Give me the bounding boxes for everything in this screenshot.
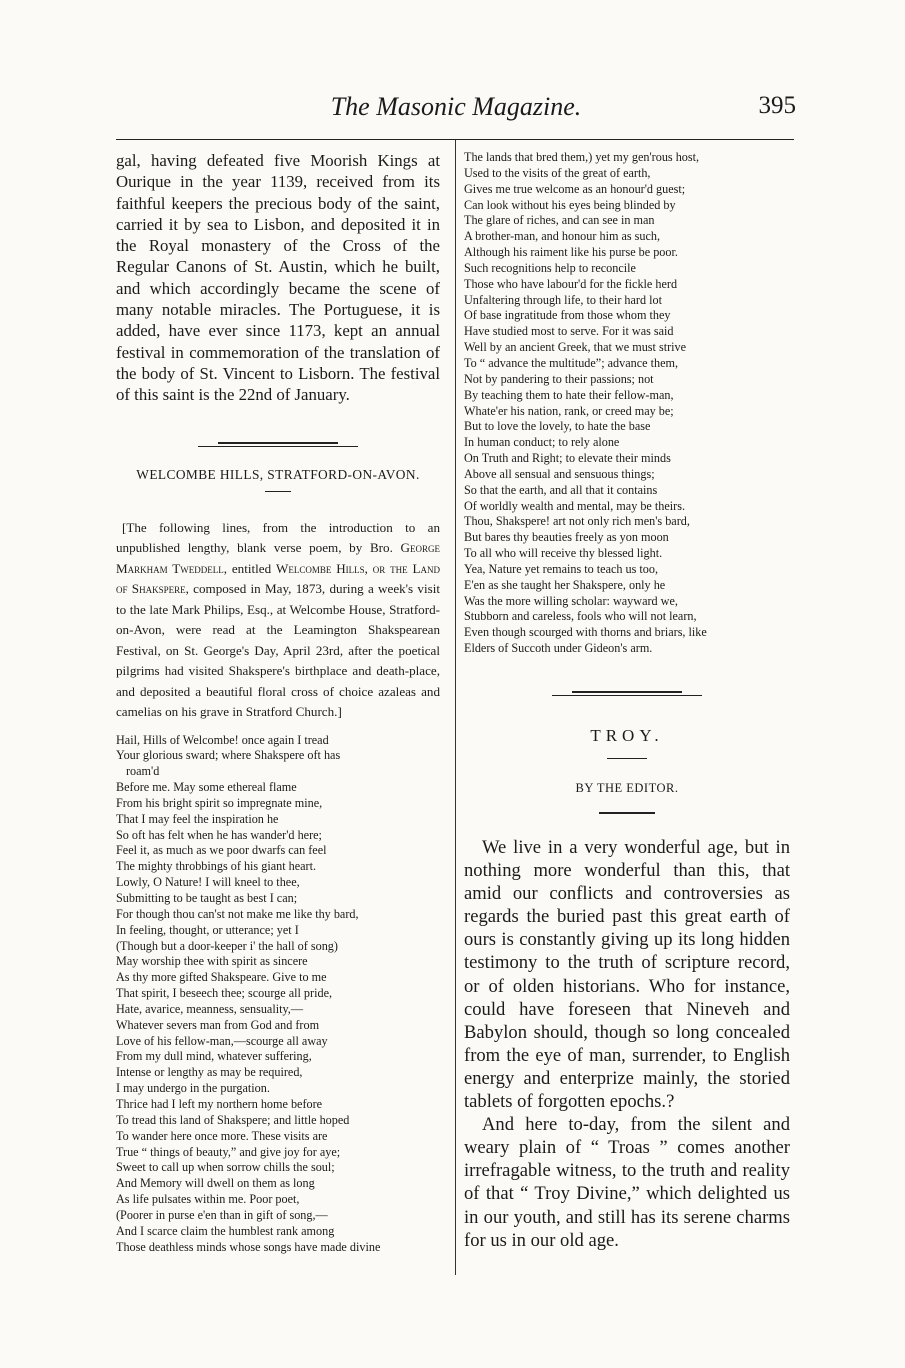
poem-line: Elders of Succoth under Gideon's arm. — [464, 641, 653, 656]
poem-line: roam'd — [126, 764, 160, 779]
poem-line: That spirit, I beseech thee; scourge all pride, — [116, 986, 333, 1001]
poem-right — [464, 150, 790, 657]
poem-line: So that the earth, and all that it contains — [464, 482, 658, 497]
intro-author: George Markham Tweddell — [116, 540, 440, 576]
poem-line: Lowly, O Nature! I will kneel to thee, — [116, 875, 300, 890]
page-number: 395 — [758, 92, 796, 119]
poem-line: In human conduct; to rely alone — [464, 435, 620, 450]
poem-left — [116, 733, 440, 1256]
poem-line: Feel it, as much as we poor dwarfs can feel — [116, 843, 327, 858]
poem-line: On Truth and Right; to elevate their minds — [464, 451, 671, 466]
poem-line: Gives me true welcome as an honour'd guest; — [464, 181, 686, 196]
intro-text-2: , entitled — [223, 560, 276, 576]
poem-line: Unfaltering through life, to their hard lot — [464, 292, 662, 307]
column-divider — [455, 140, 456, 1275]
poem-line: (Though but a door-keeper i' the hall of song) — [116, 938, 338, 953]
poem-line: Of worldly wealth and mental, may be theirs. — [464, 498, 686, 513]
poem-line: Of base ingratitude from those whom they — [464, 308, 671, 323]
poem-line: Well by an ancient Greek, that we must strive — [464, 340, 687, 355]
poem-line: But bares thy beauties freely as yon moon — [464, 530, 669, 545]
poem-line: The glare of riches, and can see in man — [464, 213, 655, 228]
poem-line: (Poorer in purse e'en than in gift of song,— — [116, 1207, 328, 1222]
poem-line: E'en as she taught her Shakspere, only he — [464, 577, 666, 592]
poem-line: Hate, avarice, meanness, sensuality,— — [116, 1001, 304, 1016]
poem-line: I may undergo in the purgation. — [116, 1081, 270, 1096]
poem-line: As life pulsates within me. Poor poet, — [116, 1192, 300, 1207]
poem-line: The mighty throbbings of his giant heart. — [116, 859, 317, 874]
poem-line: May worship thee with spirit as sincere — [116, 954, 308, 969]
poem-line: Submitting to be taught as best I can; — [116, 891, 298, 905]
poem-line: But to love the lovely, to hate the base — [464, 419, 651, 434]
poem-line: So oft has felt when he has wander'd here; — [116, 827, 322, 842]
article-body — [464, 836, 790, 1252]
poem-line: Those deathless minds whose songs have made divine — [116, 1239, 381, 1254]
poem-line: Your glorious sward; where Shakspere oft has — [116, 748, 341, 763]
poem-line: Was the more willing scholar: wayward we, — [464, 593, 678, 608]
section-ornament — [116, 442, 440, 447]
poem-line: And I scarce claim the humblest rank among — [116, 1223, 335, 1238]
article-paragraph: We live in a very wonderful age, but in nothing more wonderful than this, that amid our conflicts and controversies as regards the buried past this great earth of ours is constantly giving up its long hidden testimony to the truth of scripture record, or of olden historians. Who for instance, could have foreseen that Nineveh and Babylon should, though so long concealed from the eye of man, surrender, to English energy and enterprize mainly, the storied tablets of forgotten epochs.? — [464, 837, 790, 1113]
poem-line: Stubborn and careless, fools who will not learn, — [464, 609, 697, 624]
poem-line: To all who will receive thy blessed light. — [464, 546, 663, 561]
poem-line: Yea, Nature yet remains to teach us too, — [464, 561, 659, 576]
right-column — [464, 150, 790, 1252]
poem-line: Even though scourged with thorns and briars, like — [464, 625, 707, 640]
poem-line: To tread this land of Shakspere; and little hoped — [116, 1112, 350, 1127]
continuation-paragraph: gal, having defeated five Moorish Kings at Ourique in the year 1139, received from its faithful keepers the precious body of the saint, carried it by sea to Lisbon, and deposited it in the Royal monastery of the Cross of the Regular Canons of St. Austin, which he built, and which accordingly became the scene of many notable miracles. The Portuguese, it is added, have ever since 1173, kept an annual festival in commemoration of the translation of the body of St. Vincent to Lisborn. The festival of this saint is the 22nd of January. — [116, 151, 440, 405]
poem-line: For though thou can'st not make me like thy bard, — [116, 906, 359, 921]
poem-line: Whate'er his nation, rank, or creed may be; — [464, 403, 674, 418]
left-column — [116, 150, 440, 1255]
intro-text-1: [The following lines, from the introduction to an unpublished lengthy, blank verse poem, by Bro. — [116, 519, 440, 556]
poem-line: A brother-man, and honour him as such, — [464, 229, 661, 244]
poem-line: Such recognitions help to reconcile — [464, 260, 636, 275]
poem-line: From his bright spirit so impregnate mine, — [116, 795, 323, 810]
poem-line: Intense or lengthy as may be required, — [116, 1065, 303, 1080]
poem-line: The lands that bred them,) yet my gen'rous host, — [464, 150, 700, 164]
poem-line: Above all sensual and sensuous things; — [464, 466, 655, 481]
poem-line: Before me. May some ethereal flame — [116, 780, 297, 795]
intro-text-3: , composed in May, 1873, during a week's visit to the late Mark Philips, Esq., at Welcombe House, Stratford-on-Avon, were read at the Leamington Shakspearean Festival, on St. George's Day, April 23rd, after the poetical pilgrims had visited Shakspere's birthplace and death-place, and deposited a beautiful floral cross of choice azaleas and camelias on his grave in Stratford Church.] — [116, 581, 440, 720]
byline-rule — [599, 812, 655, 814]
poem-line: Although his raiment like his purse be poor. — [464, 245, 678, 260]
poem-line: To “ advance the multitude”; advance them, — [464, 355, 679, 370]
poem-line: Those who have labour'd for the fickle herd — [464, 276, 678, 291]
poem-line: Not by pandering to their passions; not — [464, 371, 654, 386]
intro-work-title: Welcombe Hills, or the Land of Shakspere — [116, 560, 440, 597]
poem-line: Thou, Shakspere! art not only rich men's bard, — [464, 514, 690, 529]
poem-line: Love of his fellow-man,—scourge all away — [116, 1033, 328, 1048]
poem-line: True “ things of beauty,” and give joy for aye; — [116, 1144, 341, 1159]
poem-line: In feeling, thought, or utterance; yet I — [116, 922, 299, 937]
poem-line: Sweet to call up when sorrow chills the soul; — [116, 1160, 335, 1175]
article-title: TROY. — [590, 726, 664, 745]
poem-line: To wander here once more. These visits are — [116, 1128, 328, 1143]
poem-line: Hail, Hills of Welcombe! once again I tread — [116, 732, 329, 747]
poem-line: As thy more gifted Shakspeare. Give to me — [116, 970, 327, 985]
poem-line: Can look without his eyes being blinded by — [464, 197, 676, 212]
poem-line: Thrice had I left my northern home before — [116, 1096, 323, 1111]
poem-line: From my dull mind, whatever suffering, — [116, 1049, 312, 1064]
poem-line: Whatever severs man from God and from — [116, 1017, 320, 1032]
poem-line: And Memory will dwell on them as long — [116, 1176, 315, 1191]
article-byline: BY THE EDITOR. — [575, 781, 679, 795]
magazine-title: The Masonic Magazine. — [330, 92, 582, 121]
article-ornament — [464, 691, 790, 696]
poem-line: Have studied most to serve. For it was said — [464, 324, 674, 339]
running-header — [116, 92, 796, 132]
poem-introduction — [116, 518, 440, 723]
poem-line: Used to the visits of the great of earth, — [464, 165, 651, 180]
heading-rule — [265, 491, 291, 492]
section-heading: WELCOMBE HILLS, STRATFORD-ON-AVON. — [136, 466, 420, 482]
article-paragraph: And here to-day, from the silent and weary plain of “ Troas ” comes another irrefragable witness, to the truth and reality of that “ Troy Divine,” which delighted us in our youth, and still has its serene charms for us in our old age. — [464, 1114, 790, 1251]
title-rule — [607, 758, 647, 759]
poem-line: By teaching them to hate their fellow-man, — [464, 387, 674, 402]
poem-line: That I may feel the inspiration he — [116, 811, 279, 826]
